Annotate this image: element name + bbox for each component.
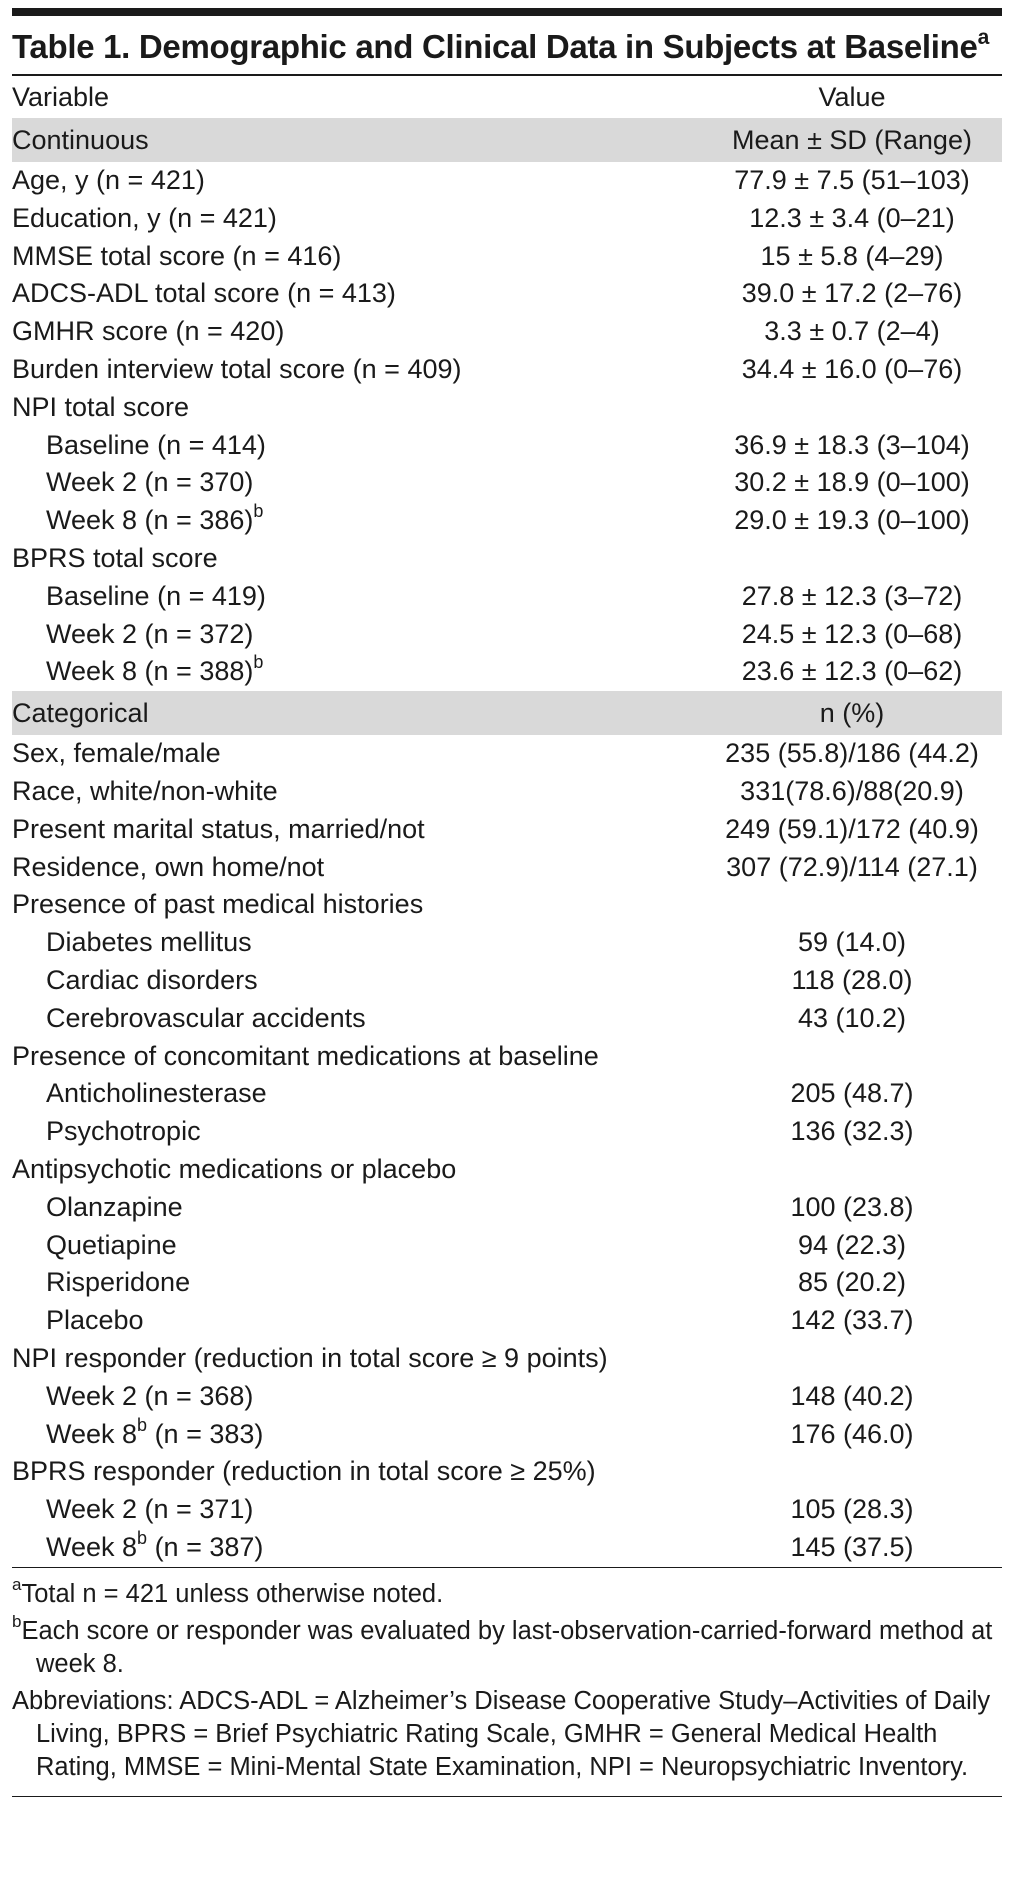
value-cell: 136 (32.3)	[790, 1116, 914, 1147]
page-bottom-rule	[12, 1796, 1002, 1797]
value-cell: n (%)	[702, 691, 1002, 735]
value-cell: 29.0 ± 19.3 (0–100)	[734, 505, 970, 536]
variable-cell	[12, 886, 702, 924]
column-header-variable: Variable	[12, 82, 110, 112]
variable-cell	[12, 427, 702, 465]
variable-cell	[12, 1340, 702, 1378]
variable-cell	[12, 1491, 702, 1529]
group-header-row	[12, 886, 1002, 924]
table-row	[12, 351, 1002, 389]
data-table	[12, 76, 1002, 1567]
table-row	[12, 1264, 1002, 1302]
value-cell: 43 (10.2)	[797, 1002, 907, 1033]
table-row	[12, 773, 1002, 811]
variable-cell	[12, 1378, 702, 1416]
value-cell: 3.3 ± 0.7 (2–4)	[764, 316, 940, 347]
group-header-row	[12, 540, 1002, 578]
table-row	[12, 1302, 1002, 1340]
variable-cell	[12, 849, 702, 887]
variable-cell	[12, 773, 702, 811]
table-row	[12, 1000, 1002, 1038]
value-cell: 59 (14.0)	[797, 927, 907, 958]
variable-label: Categorical	[12, 698, 149, 729]
variable-label: Education, y (n = 421)	[12, 202, 277, 233]
value-cell: 235 (55.8)/186 (44.2)	[725, 738, 979, 769]
variable-cell	[12, 313, 702, 351]
footnote-marker: b	[12, 1612, 22, 1632]
footnote	[12, 1612, 1002, 1681]
table-row	[12, 275, 1002, 313]
variable-cell	[12, 1189, 702, 1227]
variable-cell	[12, 1075, 702, 1113]
variable-label: BPRS responder (reduction in total score ≥ 25%)	[12, 1456, 596, 1487]
table-row	[12, 464, 1002, 502]
table-row	[12, 313, 1002, 351]
variable-label: Psychotropic	[46, 1116, 201, 1147]
table-row	[12, 653, 1002, 691]
variable-label: Week 8	[46, 1418, 138, 1449]
value-cell: 307 (72.9)/114 (27.1)	[726, 851, 978, 882]
value-cell: 23.6 ± 12.3 (0–62)	[741, 656, 963, 687]
table-row	[12, 238, 1002, 276]
variable-label: BPRS total score	[12, 542, 218, 573]
value-cell: 39.0 ± 17.2 (2–76)	[741, 278, 963, 309]
variable-label: Week 2 (n = 370)	[46, 467, 254, 498]
table-row	[12, 1491, 1002, 1529]
value-cell	[702, 1151, 1002, 1189]
value-cell: 30.2 ± 18.9 (0–100)	[734, 467, 970, 498]
value-cell: 205 (48.7)	[790, 1078, 914, 1109]
variable-cell	[12, 616, 702, 654]
variable-cell	[12, 924, 702, 962]
table-body	[12, 118, 1002, 1567]
table-row	[12, 1529, 1002, 1567]
group-header-row	[12, 1151, 1002, 1189]
variable-cell	[12, 540, 702, 578]
variable-label: Presence of concomitant medications at baseline	[12, 1040, 599, 1071]
value-cell	[702, 1453, 1002, 1491]
table-row	[12, 1113, 1002, 1151]
table-row	[12, 1416, 1002, 1454]
variable-label: Risperidone	[46, 1267, 191, 1298]
table-title-footnote-marker: a	[977, 26, 989, 49]
value-cell	[702, 389, 1002, 427]
variable-label: Continuous	[12, 125, 149, 155]
section-header-row	[12, 691, 1002, 735]
variable-label: Age, y (n = 421)	[12, 165, 205, 195]
table-row	[12, 849, 1002, 887]
footnotes	[12, 1568, 1002, 1784]
variable-cell	[12, 502, 702, 540]
variable-cell	[12, 735, 702, 773]
variable-cell	[12, 389, 702, 427]
footnote-marker: b	[137, 1414, 148, 1435]
value-cell	[702, 886, 1002, 924]
variable-label-suffix: (n = 387)	[147, 1531, 264, 1562]
variable-label: Quetiapine	[46, 1229, 177, 1260]
group-header-row	[12, 1340, 1002, 1378]
table-row	[12, 502, 1002, 540]
variable-label: MMSE total score (n = 416)	[12, 240, 342, 271]
variable-label: Week 2 (n = 371)	[46, 1494, 254, 1525]
variable-cell	[12, 118, 702, 162]
value-cell: 118 (28.0)	[791, 964, 913, 995]
variable-cell	[12, 1000, 702, 1038]
value-cell: Mean ± SD (Range)	[702, 118, 1002, 162]
variable-cell	[12, 351, 702, 389]
value-cell: 145 (37.5)	[790, 1531, 914, 1562]
value-cell: 85 (20.2)	[797, 1267, 907, 1298]
variable-cell	[12, 962, 702, 1000]
variable-label: NPI responder (reduction in total score ≥ 9 points)	[12, 1342, 608, 1373]
variable-cell	[12, 1416, 702, 1454]
value-cell: 34.4 ± 16.0 (0–76)	[741, 353, 963, 384]
column-header-value: Value	[818, 82, 886, 112]
footnote-marker: b	[253, 652, 264, 673]
table-row	[12, 1227, 1002, 1265]
table-row	[12, 735, 1002, 773]
variable-label: Cardiac disorders	[46, 964, 258, 995]
footnote-marker: b	[253, 501, 264, 522]
variable-label: Week 2 (n = 368)	[46, 1380, 254, 1411]
variable-label: Olanzapine	[46, 1191, 183, 1222]
variable-label: Sex, female/male	[12, 738, 221, 769]
variable-label: Diabetes mellitus	[46, 927, 252, 958]
footnote	[12, 1575, 1002, 1611]
table-row	[12, 924, 1002, 962]
variable-cell	[12, 1227, 702, 1265]
footnote-text: Total n = 421 unless otherwise noted.	[21, 1579, 444, 1608]
variable-label: Residence, own home/not	[12, 851, 325, 882]
value-cell: 100 (23.8)	[790, 1191, 914, 1222]
variable-cell	[12, 200, 702, 238]
value-cell: 249 (59.1)/172 (40.9)	[725, 813, 979, 844]
value-cell: 331(78.6)/88(20.9)	[740, 775, 964, 806]
variable-cell	[12, 1453, 702, 1491]
table-row	[12, 200, 1002, 238]
variable-cell	[12, 811, 702, 849]
footnote-text: Each score or responder was evaluated by last-observation-carried-forward method at week 8.	[21, 1616, 993, 1678]
variable-cell	[12, 238, 702, 276]
value-cell: 142 (33.7)	[790, 1305, 914, 1336]
variable-label: GMHR score (n = 420)	[12, 316, 285, 347]
section-header-row	[12, 118, 1002, 162]
variable-cell	[12, 1529, 702, 1567]
value-cell	[702, 1038, 1002, 1076]
variable-label: Week 2 (n = 372)	[46, 618, 254, 649]
value-cell: 94 (22.3)	[797, 1229, 907, 1260]
table-row	[12, 811, 1002, 849]
variable-label: Week 8 (n = 388)	[46, 656, 254, 687]
table-row	[12, 1378, 1002, 1416]
value-cell: 27.8 ± 12.3 (3–72)	[741, 580, 963, 611]
variable-cell	[12, 1264, 702, 1302]
variable-cell	[12, 691, 702, 735]
value-cell: 148 (40.2)	[790, 1380, 914, 1411]
footnote-marker: b	[137, 1527, 148, 1548]
variable-cell	[12, 653, 702, 691]
table-row	[12, 616, 1002, 654]
table-row	[12, 1189, 1002, 1227]
table-row	[12, 962, 1002, 1000]
variable-label: Burden interview total score (n = 409)	[12, 353, 462, 384]
value-cell: 15 ± 5.8 (4–29)	[760, 240, 944, 271]
variable-cell	[12, 578, 702, 616]
table-row	[12, 162, 1002, 200]
value-cell: 105 (28.3)	[790, 1494, 914, 1525]
group-header-row	[12, 1453, 1002, 1491]
top-rule	[12, 8, 1002, 16]
variable-label: Week 8	[46, 1531, 138, 1562]
value-cell: 12.3 ± 3.4 (0–21)	[749, 202, 955, 233]
variable-cell	[12, 1302, 702, 1340]
value-cell	[702, 540, 1002, 578]
variable-label: Baseline (n = 414)	[46, 429, 266, 460]
variable-cell	[12, 162, 702, 200]
variable-label: Baseline (n = 419)	[46, 580, 266, 611]
variable-cell	[12, 1038, 702, 1076]
variable-cell	[12, 275, 702, 313]
value-cell: 24.5 ± 12.3 (0–68)	[741, 618, 963, 649]
variable-cell	[12, 464, 702, 502]
variable-label: Antipsychotic medications or placebo	[12, 1153, 457, 1184]
variable-label: NPI total score	[12, 391, 190, 422]
variable-label: Week 8 (n = 386)	[46, 505, 254, 536]
value-cell: 176 (46.0)	[790, 1418, 914, 1449]
table-title	[12, 16, 1002, 74]
variable-label: Placebo	[46, 1305, 144, 1336]
footnote	[12, 1685, 1002, 1784]
variable-label: Presence of past medical histories	[12, 889, 424, 920]
variable-label: ADCS-ADL total score (n = 413)	[12, 278, 396, 309]
variable-cell	[12, 1113, 702, 1151]
footnote-marker: a	[12, 1575, 22, 1595]
variable-label: Anticholinesterase	[46, 1078, 267, 1109]
table-row	[12, 427, 1002, 465]
value-cell: 36.9 ± 18.3 (3–104)	[734, 429, 970, 460]
table-title-text: Table 1. Demographic and Clinical Data in Subjects at Baseline	[12, 28, 978, 65]
value-cell: 77.9 ± 7.5 (51–103)	[734, 165, 970, 195]
table-header-row	[12, 76, 1002, 118]
variable-label: Race, white/non-white	[12, 775, 278, 806]
table-row	[12, 1075, 1002, 1113]
footnote-text: Abbreviations: ADCS-ADL = Alzheimer’s Disease Cooperative Study–Activities of Daily Living, BPRS = Brief Psychiatric Rating Scale, GMHR = General Medical Health Rating, MMSE = Mini-Mental State Examination, NPI = Neuropsychiatric Inventory.	[12, 1686, 991, 1781]
variable-label: Present marital status, married/not	[12, 813, 425, 844]
variable-cell	[12, 1151, 702, 1189]
group-header-row	[12, 1038, 1002, 1076]
variable-label-suffix: (n = 383)	[147, 1418, 264, 1449]
value-cell	[702, 1340, 1002, 1378]
variable-label: Cerebrovascular accidents	[46, 1002, 366, 1033]
table-row	[12, 578, 1002, 616]
group-header-row	[12, 389, 1002, 427]
